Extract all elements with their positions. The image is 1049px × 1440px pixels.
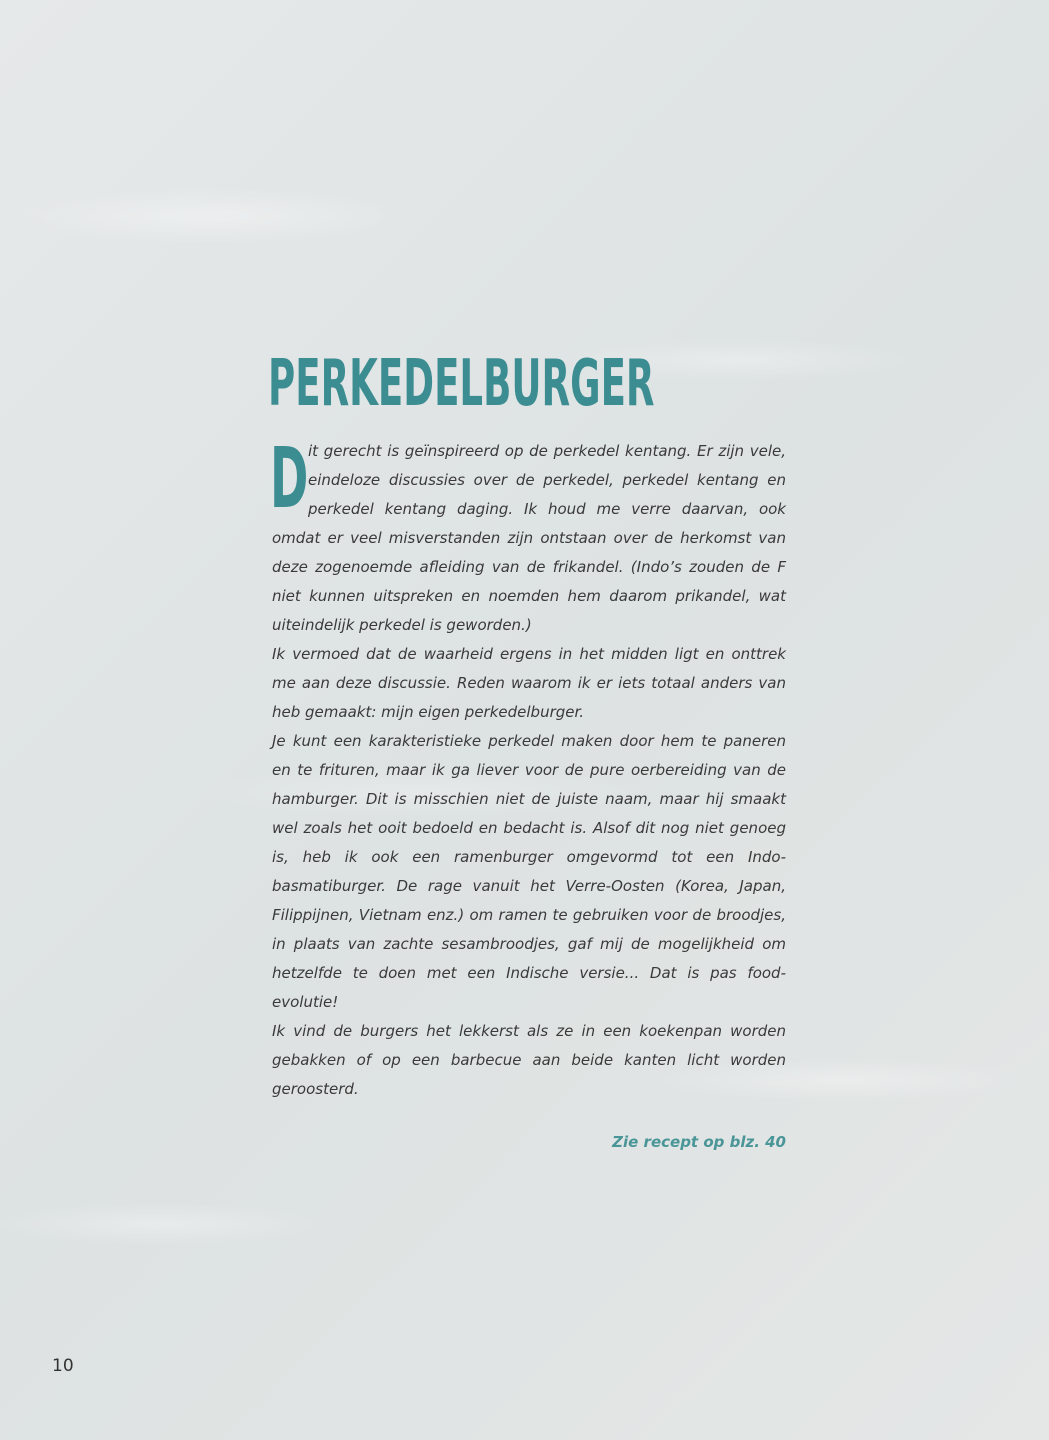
page-title: PERKEDELBURGER xyxy=(268,347,655,421)
paragraph-2: Ik vermoed dat de waarheid ergens in het midden ligt en onttrek me aan deze discussie. Reden waarom ik er iets totaal anders van heb gemaakt: mijn eigen perkedelburger. xyxy=(272,645,786,721)
page-number: 10 xyxy=(52,1356,74,1376)
paragraph-3: Je kunt een karakteristieke perkedel maken door hem te paneren en te frituren, maar ik ga liever voor de pure oerbereiding van de hamburger. Dit is misschien niet de juiste naam, maar hij smaakt wel zoals het ooit bedoeld en bedacht is. Alsof dit nog niet genoeg is, heb ik ook een ramenburger omgevormd tot een Indo-basmatiburger. De rage vanuit het Verre-Oosten (Korea, Japan, Filippijnen, Vietnam enz.) om ramen te gebruiken voor de broodjes, in plaats van zachte sesambroodjes, gaf mij de mogelijkheid om hetzelfde te doen met een Indische versie... Dat is pas food-evolutie! xyxy=(272,732,786,1011)
article-body xyxy=(270,429,786,1104)
paragraph-1: Dit gerecht is geïnspireerd op de perkedel kentang. Er zijn vele, eindeloze discussies over de perkedel, perkedel kentang en perkedel kentang daging. Ik houd me verre daarvan, ook omdat er veel misverstanden zijn ontstaan over de herkomst van deze zogenoemde afleiding van de frikandel. (Indo’s zouden de F niet kunnen uitspreken en noemden hem daarom prikandel, wat uiteindelijk perkedel is geworden.) xyxy=(270,429,786,634)
paragraph-4: Ik vind de burgers het lekkerst als ze in een koekenpan worden gebakken of op een barbecue aan beide kanten licht worden geroosterd. xyxy=(272,1022,786,1098)
recipe-reference: Zie recept op blz. 40 xyxy=(612,1133,786,1151)
drop-cap: D xyxy=(270,429,309,527)
